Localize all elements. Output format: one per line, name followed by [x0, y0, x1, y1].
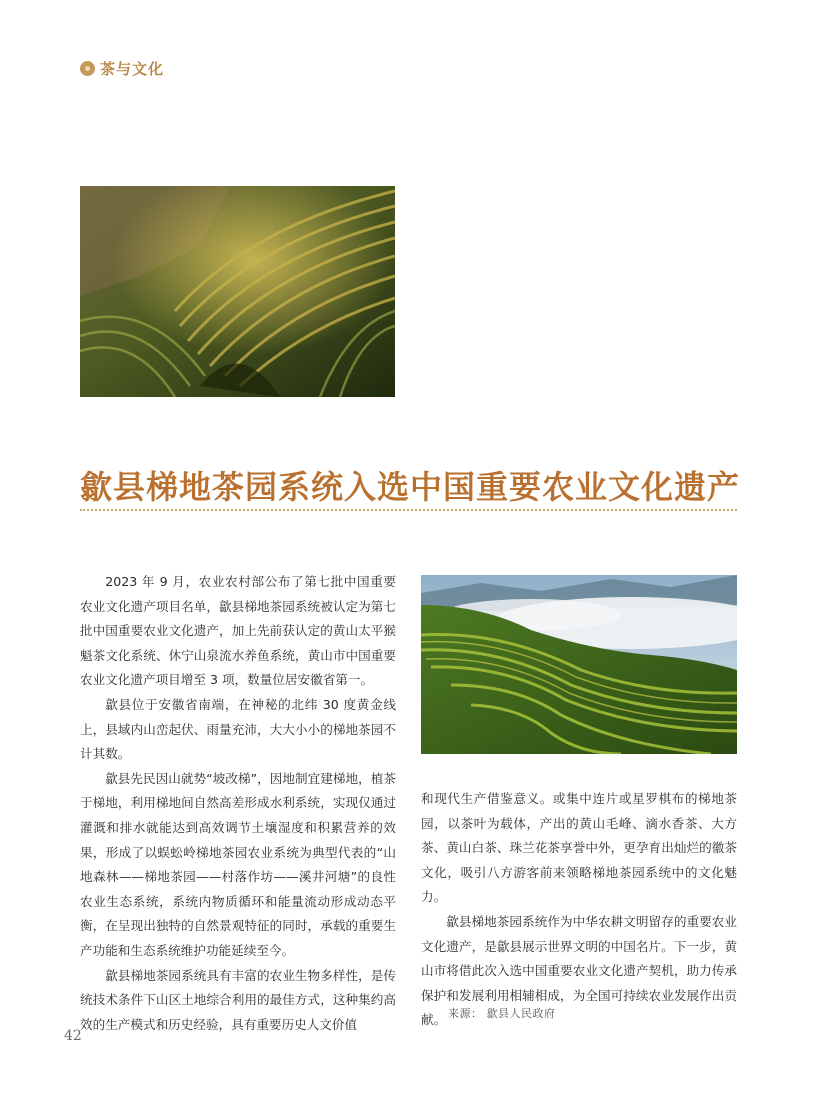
section-bullet-icon [80, 61, 95, 76]
paragraph: 歙县梯地茶园系统具有丰富的农业生物多样性，是传统技术条件下山区土地综合利用的最佳方式，这种集约高效的生产模式和历史经验，具有重要历史人文价值 [80, 967, 396, 1032]
paragraph: 和现代生产借鉴意义。或集中连片或星罗棋布的梯地茶园，以茶叶为载体，产出的黄山毛峰、滴水香茶、大方茶、黄山白茶、珠兰花茶享誉中外，更孕育出灿烂的徽茶文化，吸引八方游客前来领略梯地茶园系统中的文化魅力。 [421, 791, 737, 905]
misty-terraces-photo [421, 575, 737, 754]
section-header [80, 58, 164, 79]
terraced-valley-photo [80, 186, 395, 397]
paragraph: 歙县先民因山就势“坡改梯”，因地制宜建梯地，植茶于梯地，利用梯地间自然高差形成水利系统，实现仅通过灌溉和排水就能达到高效调节土壤湿度和积累营养的效果，形成了以蜈蚣岭梯地茶园农业系统为典型代表的“山地森林——梯地茶园——村落作坊——溪井河塘”的良性农业生态系统，系统内物质循环和能量流动形成动态平衡，在呈现出独特的自然景观特征的同时，承载的重要生产功能和生态系统维护功能延续至今。 [80, 770, 396, 958]
paragraph: 歙县梯地茶园系统作为中华农耕文明留存的重要农业文化遗产，是歙县展示世界文明的中国名片。下一步，黄山市将借此次入选中国重要农业文化遗产契机，助力传承保护和发展利用相辅相成，为全国可持续农业发展作出贡献。 [421, 913, 737, 1028]
page-number: 42 [64, 1028, 82, 1044]
article-right-column [421, 787, 737, 1033]
paragraph: 2023 年 9 月，农业农村部公布了第七批中国重要农业文化遗产项目名单，歙县梯地茶园系统被认定为第七批中国重要农业文化遗产，加上先前获认定的黄山太平猴魁茶文化系统、休宁山泉流水养鱼系统，黄山市中国重要农业文化遗产项目增至 3 项，数量位居安徽省第一。 [80, 574, 396, 688]
paragraph: 歙县位于安徽省南端，在神秘的北纬 30 度黄金线上，县域内山峦起伏、雨量充沛，大大小小的梯地茶园不计其数。 [80, 696, 396, 762]
article-title: 歙县梯地茶园系统入选中国重要农业文化遗产 [80, 468, 741, 506]
title-divider [80, 509, 737, 511]
source-credit: 来源： 歙县人民政府 [448, 1007, 556, 1020]
section-label: 茶与文化 [100, 60, 165, 78]
article-left-column [80, 570, 396, 1037]
